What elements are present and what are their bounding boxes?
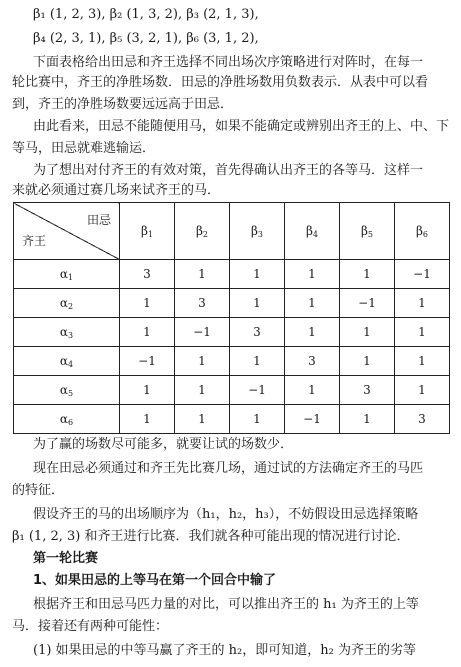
paragraph-6-line-1: 假设齐王的马的出场顺序为（h₁，h₂，h₃），不妨假设田忌选择策略	[33, 507, 419, 522]
row-header: $\alpha_2$	[14, 289, 120, 318]
paragraph-3-line-2: 来就必须通过赛几场来试齐王的马．	[12, 183, 221, 198]
table-cell: −1	[230, 376, 285, 405]
table-cell: 3	[230, 318, 285, 347]
paragraph-1-line-1: 下面表格给出田忌和齐王选择不同出场次序策略进行对阵时，在每一	[33, 55, 424, 70]
table-cell: 1	[120, 318, 175, 347]
table-cell: 3	[285, 347, 340, 376]
table-cell: 1	[120, 405, 175, 434]
table-cell: 1	[285, 376, 340, 405]
table-cell: 1	[340, 260, 395, 289]
table-row	[14, 289, 450, 318]
table-cell: 1	[285, 289, 340, 318]
table-header-row	[14, 203, 450, 260]
table-cell: 1	[175, 347, 230, 376]
row-header: $\alpha_4$	[14, 347, 120, 376]
payoff-table	[13, 202, 450, 434]
table-cell: 1	[230, 260, 285, 289]
subsection-heading-case-1: 1、如果田忌的上等马在第一个回合中输了	[33, 573, 277, 588]
paragraph-5-line-2: 的特征．	[12, 483, 65, 498]
paragraph-1-line-2: 轮比赛中，齐王的净胜场数．田忌的净胜场数用负数表示．从表中可以看	[12, 75, 429, 90]
table-row	[14, 376, 450, 405]
column-header: $\beta_3$	[230, 203, 285, 260]
table-row	[14, 260, 450, 289]
strategy-list-line-1: β₁ (1, 2, 3), β₂ (1, 3, 2), β₃ (2, 1, 3),	[33, 7, 259, 22]
corner-label-tianji: 田忌	[86, 213, 111, 227]
table-cell: 1	[285, 318, 340, 347]
table-cell: 1	[175, 405, 230, 434]
paragraph-1-line-3: 到，齐王的净胜场数要远远高于田忌．	[12, 97, 234, 112]
row-header: $\alpha_3$	[14, 318, 120, 347]
table-cell: 1	[340, 318, 395, 347]
table-cell: 1	[340, 347, 395, 376]
column-header: $\beta_6$	[395, 203, 450, 260]
column-header: $\beta_2$	[175, 203, 230, 260]
strategy-list-line-2: β₄ (2, 3, 1), β₅ (3, 2, 1), β₆ (3, 1, 2),	[33, 31, 259, 46]
paragraph-7-line-2: 马．接着还有两种可能性：	[12, 619, 169, 634]
table-cell: 3	[175, 289, 230, 318]
row-header: $\alpha_6$	[14, 405, 120, 434]
paragraph-4-line-1: 为了赢的场数尽可能多，就要让试的场数少．	[33, 437, 294, 452]
table-corner-cell	[14, 203, 120, 260]
table-cell: 1	[120, 289, 175, 318]
table-cell: 3	[120, 260, 175, 289]
table-cell: 1	[340, 405, 395, 434]
table-cell: −1	[395, 260, 450, 289]
corner-label-qiwang: 齐王	[22, 234, 47, 248]
table-cell: 1	[285, 260, 340, 289]
table-row	[14, 405, 450, 434]
table-cell: 3	[340, 376, 395, 405]
table-row	[14, 347, 450, 376]
table-cell: 1	[395, 289, 450, 318]
table-cell: 1	[120, 376, 175, 405]
paragraph-8-line-1: (1) 如果田忌的中等马赢了齐王的 h₂，即可知道，h₂ 为齐王的劣等	[33, 643, 416, 658]
paragraph-7-line-1: 根据齐王和田忌马匹力量的对比，可以推出齐王的 h₁ 为齐王的上等	[33, 597, 419, 612]
column-header: $\beta_1$	[120, 203, 175, 260]
table-cell: 1	[175, 260, 230, 289]
table-cell: 1	[175, 376, 230, 405]
table-cell: 1	[230, 289, 285, 318]
table-cell: 3	[395, 405, 450, 434]
table-cell: 1	[230, 405, 285, 434]
paragraph-2-line-2: 等马，田忌就难逃输运．	[12, 141, 156, 156]
table-cell: −1	[340, 289, 395, 318]
paragraph-5-line-1: 现在田忌必须通过和齐王先比赛几场，通过试的方法确定齐王的马匹	[33, 461, 424, 476]
row-header: $\alpha_1$	[14, 260, 120, 289]
paragraph-6-line-2: β₁ (1, 2, 3) 和齐王进行比赛．我们就各种可能出现的情况进行讨论．	[12, 529, 410, 544]
column-header: $\beta_5$	[340, 203, 395, 260]
table-cell: 1	[395, 376, 450, 405]
table-cell: 1	[395, 347, 450, 376]
paragraph-3-line-1: 为了想出对付齐王的有效对策，首先得确认出齐王的各等马．这样一	[33, 163, 424, 178]
table-row	[14, 318, 450, 347]
row-header: $\alpha_5$	[14, 376, 120, 405]
table-cell: −1	[285, 405, 340, 434]
table-cell: 1	[395, 318, 450, 347]
column-header: $\beta_4$	[285, 203, 340, 260]
paragraph-2-line-1: 由此看来，田忌不能随便用马，如果不能确定或辨别出齐王的上、中、下	[33, 119, 450, 134]
table-cell: −1	[175, 318, 230, 347]
table-cell: −1	[120, 347, 175, 376]
table-cell: 1	[230, 347, 285, 376]
section-heading-round-1: 第一轮比赛	[33, 551, 99, 566]
